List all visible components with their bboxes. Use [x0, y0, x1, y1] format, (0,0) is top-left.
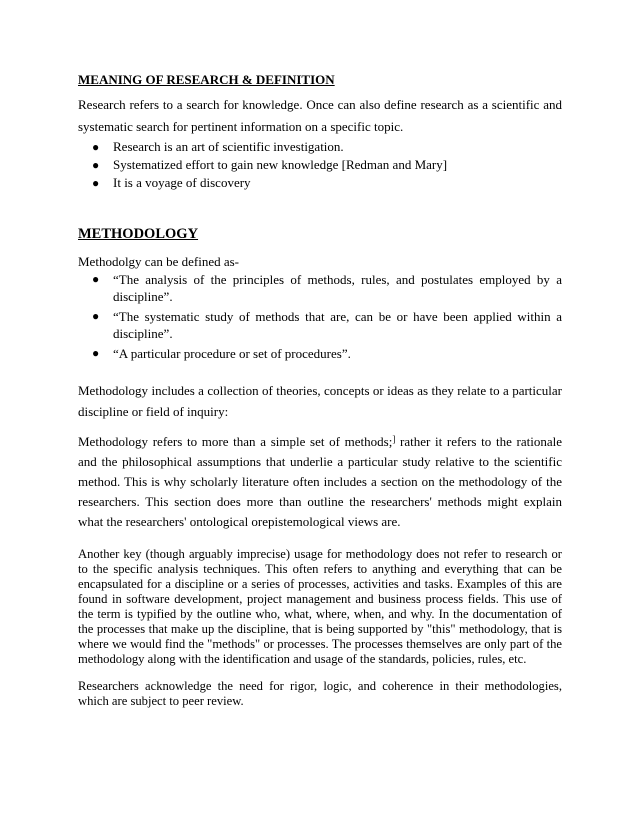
methodology-intro-text: Methodolgy can be defined as- — [78, 254, 240, 269]
list-item-text: It is a voyage of discovery — [113, 175, 251, 190]
list-item-text: Systematized effort to gain new knowledge [Redman and Mary] — [113, 157, 448, 172]
list-item — [78, 156, 562, 174]
list-item — [78, 271, 562, 305]
bullet-icon: ● — [92, 346, 100, 360]
document-page — [78, 72, 562, 709]
heading-meaning-of-research: MEANING OF RESEARCH & DEFINITION — [78, 72, 335, 87]
list-item — [78, 174, 562, 192]
bullet-icon: ● — [92, 309, 100, 323]
peer-review-paragraph: Researchers acknowledge the need for rigor, logic, and coherence in their methodologies, which are subject to peer review. — [78, 679, 562, 708]
list-item-text: “A particular procedure or set of procedures”. — [113, 346, 351, 361]
bullet-icon: ● — [92, 176, 100, 190]
paragraph-text-start: Methodology refers to more than a simple set of methods; — [78, 434, 393, 449]
bullet-icon: ● — [92, 158, 100, 172]
list-item — [78, 138, 562, 156]
citation-mark: ] — [392, 434, 396, 444]
list-item-text: Research is an art of scientific investigation. — [113, 139, 344, 154]
research-bullet-list — [78, 138, 562, 192]
paragraph-text-end: rather it refers to the rationale and the philosophical assumptions that underlie a particular study relative to the scientific method. This is why scholarly literature often includes a section on the methodology of the researchers. This section does more than outline the researchers' methods might explain what the researchers' ontological orepistemological views are. — [78, 434, 562, 529]
heading-methodology: METHODOLOGY — [78, 226, 199, 242]
list-item-text: “The analysis of the principles of methods, rules, and postulates employed by a discipline”. — [113, 272, 562, 304]
methodology-usage-paragraph: Another key (though arguably imprecise) usage for methodology does not refer to research or to the specific analysis techniques. This often refers to anything and everything that can be encapsulated for a discipline or a series of processes, activities and tasks. Examples of this are found in software development, project management and business process fields. This use of the term is typified by the outline who, what, where, when, and why. In the documentation of the processes that make up the discipline, that is being supported by "this" methodology, that is where we would find the "methods" or processes. The processes themselves are only part of the methodology along with the identification and usage of the standards, policies, rules, etc. — [78, 547, 562, 666]
list-item-text: “The systematic study of methods that are, can be or have been applied within a discipline”. — [113, 309, 562, 341]
research-definition-paragraph: Research refers to a search for knowledge. Once can also define research as a scientific and systematic search for pertinent information on a specific topic. — [78, 97, 562, 134]
list-item — [78, 345, 562, 362]
bullet-icon: ● — [92, 140, 100, 154]
bullet-icon: ● — [92, 272, 100, 286]
list-item — [78, 308, 562, 342]
methodology-rationale-paragraph — [78, 429, 562, 532]
methodology-collection-paragraph: Methodology includes a collection of theories, concepts or ideas as they relate to a particular discipline or field of inquiry: — [78, 383, 562, 419]
methodology-bullet-list — [78, 271, 562, 362]
